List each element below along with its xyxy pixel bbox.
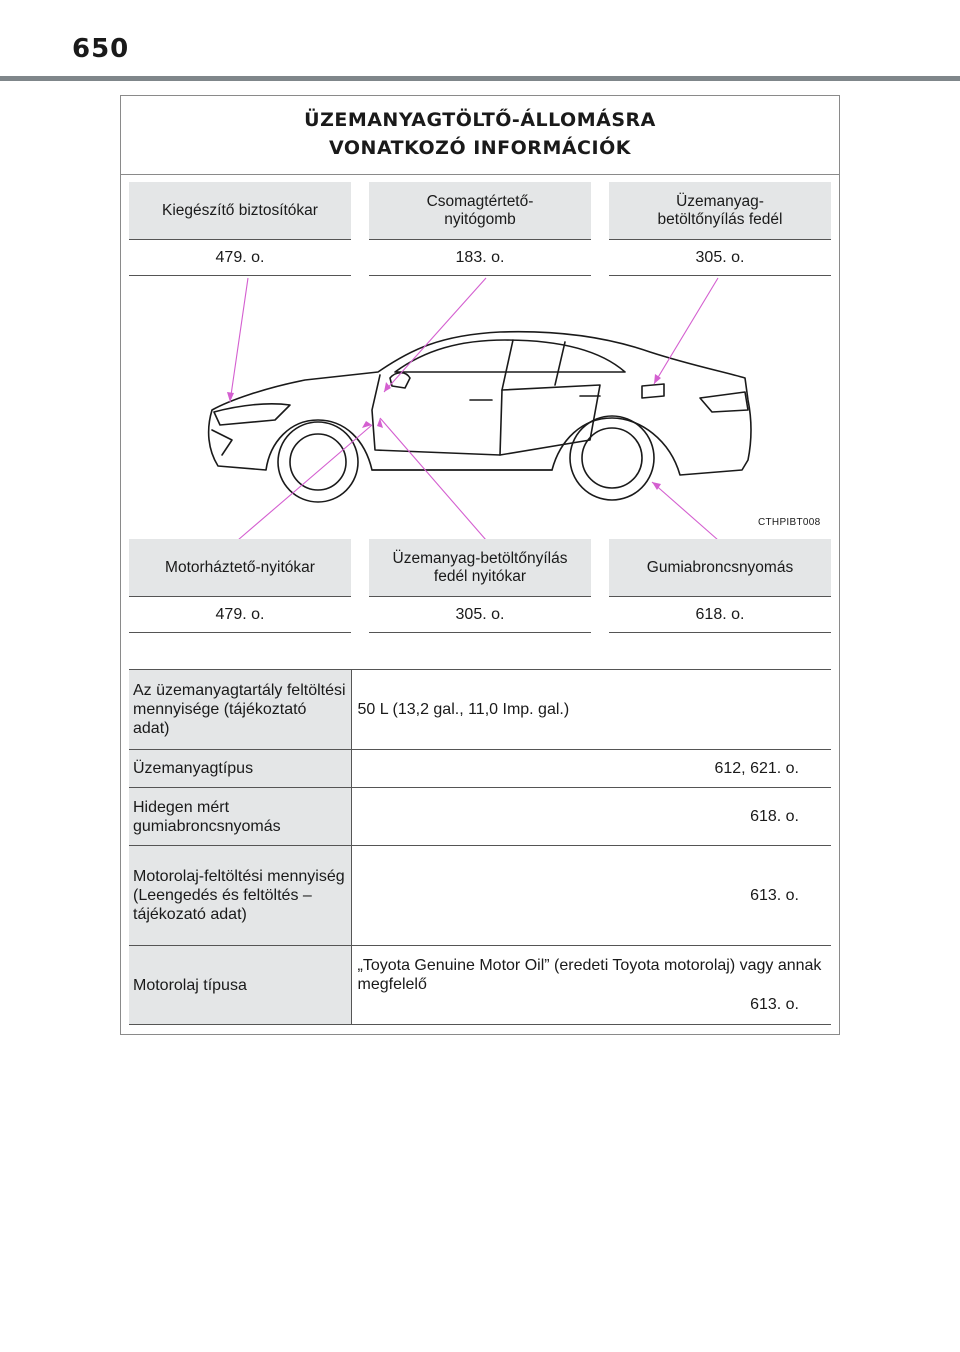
spec-value-fuel-tank-capacity: 50 L (13,2 gal., 11,0 Imp. gal.) [357,701,570,718]
spec-value-cold-tire-pressure: 618. o. [750,808,799,825]
table-row [129,670,831,750]
spec-label-cold-tire-pressure: Hidegen mért gumiabroncsnyomás [129,788,351,846]
callout-label-tire-pressure: Gumiabroncsnyomás [609,539,831,597]
callout-ref-tire-pressure: 618. o. [609,597,831,633]
spec-oil-page-ref: 613. o. [750,996,799,1013]
spec-label-fuel-tank-capacity: Az üzemanyagtartály feltöltési mennyisége (tájékoztató adat) [129,670,351,750]
illustration-code: CTHPIBT008 [758,517,821,528]
spec-label-engine-oil-type: Motorolaj típusa [129,946,351,1025]
spec-label-engine-oil-capacity: Motorolaj-feltöltési mennyiség (Leengedés és feltöltés – tájékozató adat) [129,846,351,946]
section-title [121,96,839,175]
callout-label-fuel-door: Üzemanyag-betöltőnyílás fedél [609,182,831,240]
table-row [129,750,831,788]
header-rule [0,76,960,81]
callout-ref-fuse-lever: 479. o. [129,240,351,276]
callout-label-fuse-lever: Kiegészítő biztosítókar [129,182,351,240]
table-row [129,788,831,846]
title-line-2: VONATKOZÓ INFORMÁCIÓK [329,137,631,159]
page-number: 650 [72,34,130,64]
title-line-1: ÜZEMANYAGTÖLTŐ-ÁLLOMÁSRA [304,109,656,131]
callout-ref-fuel-door-opener: 305. o. [369,597,591,633]
callout-label-fuel-door-opener: Üzemanyag-betöltőnyílás fedél nyitókar [369,539,591,597]
callout-ref-hood-lever: 479. o. [129,597,351,633]
spec-value-engine-oil-type [351,946,831,1025]
spec-table [129,669,831,1025]
spec-oil-description: „Toyota Genuine Motor Oil” (eredeti Toyota motorolaj) vagy annak megfelelő [357,957,822,993]
spec-label-fuel-type: Üzemanyagtípus [129,750,351,788]
table-row [129,846,831,946]
spec-value-engine-oil-capacity: 613. o. [750,887,799,904]
callout-ref-fuel-door: 305. o. [609,240,831,276]
table-row [129,946,831,1025]
spec-value-fuel-type: 612, 621. o. [714,760,799,777]
callout-ref-trunk-button: 183. o. [369,240,591,276]
callout-label-trunk-button: Csomagtértető-nyitógomb [369,182,591,240]
callout-label-hood-lever: Motorháztető-nyitókar [129,539,351,597]
